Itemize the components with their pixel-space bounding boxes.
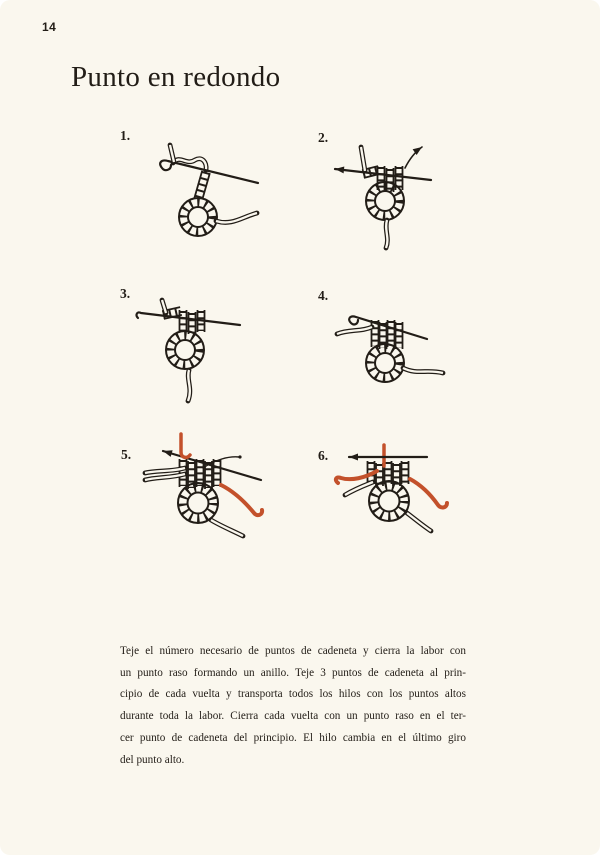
paragraph-line: cipio de cada vuelta y transporta todos los hilos con los puntos altos — [120, 688, 466, 701]
paragraph-line: Teje el número necesario de puntos de cadeneta y cierra la labor con — [120, 645, 466, 657]
step-2-crochet-illustration — [325, 138, 455, 253]
paragraph-line: cer punto de cadeneta del principio. El hilo cambia en el último giro — [120, 731, 466, 744]
step-5-crochet-illustration — [133, 432, 275, 547]
step-1-crochet-illustration — [140, 138, 270, 253]
step-3-crochet-illustration — [125, 298, 255, 410]
step-3-number: 3. — [120, 286, 131, 301]
paragraph-line: durante toda la labor. Cierra cada vuelta con un punto raso en el ter- — [120, 710, 466, 723]
page-number: 14 — [42, 20, 57, 34]
step-6-crochet-illustration — [323, 432, 465, 547]
step-1-number: 1. — [120, 128, 131, 143]
page-title: Punto en redondo — [71, 61, 281, 93]
step-6-number: 6. — [318, 448, 329, 463]
step-4-crochet-illustration — [325, 298, 455, 410]
step-5-number: 5. — [121, 447, 132, 462]
instruction-paragraph — [120, 641, 466, 771]
step-2-number: 2. — [318, 130, 329, 145]
paragraph-line: un punto raso formando un anillo. Teje 3 puntos de cadeneta al prin- — [120, 666, 466, 679]
paragraph-line: del punto alto. — [120, 753, 185, 766]
step-4-number: 4. — [318, 288, 329, 303]
